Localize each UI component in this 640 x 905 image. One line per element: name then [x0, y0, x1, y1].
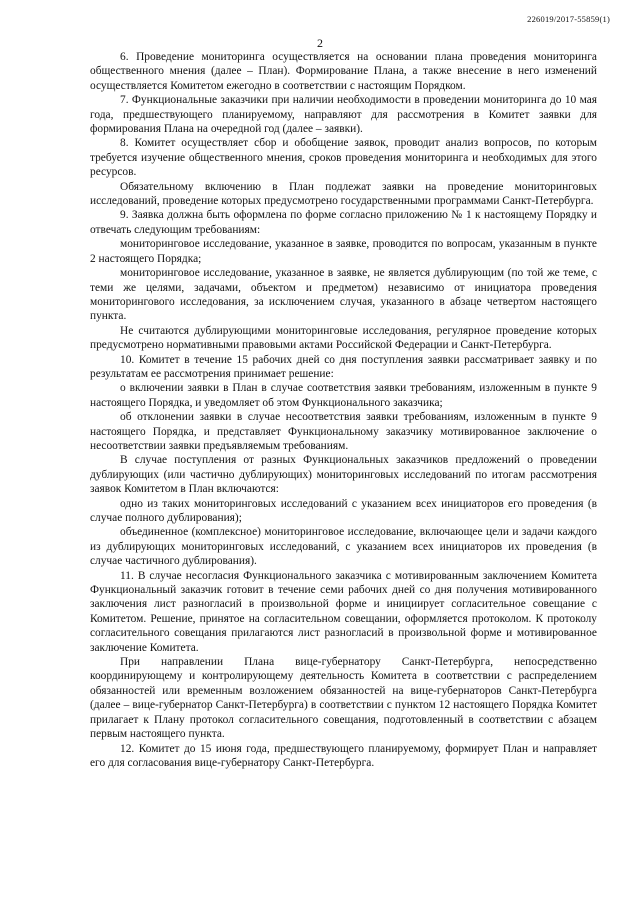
document-body	[90, 50, 597, 770]
paragraph-item-10: 10. Комитет в течение 15 рабочих дней со дня поступления заявки рассматривает заявку и по результатам ее рассмотрения принимает решение:	[90, 353, 597, 380]
paragraph-item-11: 11. В случае несогласия Функционального заказчика с мотивированным заключением Комитета Функциональный заказчик готовит в течение семи рабочих дней со дня получения мотивированного заключения лист разногласий в произвольной форме и инициирует согласительное совещание с Комитетом. Решение, принятое на согласительном совещании, оформляется протоколом. К протоколу согласительного совещания прилагаются лист разногласий в произвольной форме и мотивированное заключение Комитета.	[90, 569, 597, 654]
paragraph-item-7: 7. Функциональные заказчики при наличии необходимости в проведении мониторинга до 10 мая года, предшествующего планируемому, направляют для рассмотрения в Комитет заявки для формирования Плана на очередной год (далее – заявки).	[90, 94, 597, 136]
paragraph-partial-duplication: объединенное (комплексное) мониторинговое исследование, включающее цели и задачи каждого из дублирующих мониторинговых исследований, с указанием всех инициаторов их проведения (в случае частичного дублирования).	[90, 526, 597, 568]
paragraph-requirement-topics: мониторинговое исследование, указанное в заявке, проводится по вопросам, указанным в пункте 2 настоящего Порядка;	[90, 238, 597, 265]
paragraph-mandatory-inclusion: Обязательному включению в План подлежат заявки на проведение мониторинговых исследований, проведение которых предусмотрено государственными программами Санкт-Петербурга.	[90, 180, 597, 208]
paragraph-decision-include: о включении заявки в План в случае соответствия заявки требованиям, изложенным в пункте 9 настоящего Порядка, и уведомляет об этом Функционального заказчика;	[90, 382, 597, 409]
paragraph-item-9: 9. Заявка должна быть оформлена по форме согласно приложению № 1 к настоящему Порядку и отвечать следующим требованиям:	[90, 209, 597, 236]
page-number: 2	[317, 36, 323, 50]
paragraph-item-8: 8. Комитет осуществляет сбор и обобщение заявок, проводит анализ вопросов, по которым требуется изучение общественного мнения, сроков проведения мониторинга и необходимых для этого ресурсов.	[90, 137, 597, 179]
paragraph-duplicate-proposals: В случае поступления от разных Функциональных заказчиков предложений о проведении дублирующих (или частично дублирующих) мониторинговых исследований по итогам рассмотрения заявок Комитетом в План включаются:	[90, 454, 597, 496]
paragraph-plan-submission: При направлении Плана вице-губернатору Санкт-Петербурга, непосредственно координирующему и контролирующему деятельность Комитета в соответствии с распределением обязанностей или временным возложением обязанностей на вице-губернаторов Санкт-Петербурга (далее – вице-губернатор Санкт-Петербурга) в соответствии с пунктом 12 настоящего Порядка Комитет прилагает к Плану протокол согласительного совещания, подготовленный в соответствии с абзацем первым настоящего пункта.	[90, 656, 597, 741]
paragraph-decision-reject: об отклонении заявки в случае несоответствия заявки требованиям, изложенным в пункте 9 настоящего Порядка, и представляет Функциональному заказчику мотивированное заключение о несоответствии заявки предъявляемым требованиям.	[90, 411, 597, 452]
paragraph-item-6: 6. Проведение мониторинга осуществляется на основании плана проведения мониторинга общественного мнения (далее – План). Формирование Плана, а также внесение в него изменений осуществляется Комитетом ежегодно в соответствии с настоящим Порядком.	[90, 51, 597, 92]
paragraph-regular-studies: Не считаются дублирующими мониторинговые исследования, регулярное проведение которых предусмотрено нормативными правовыми актами Российской Федерации и Санкт-Петербурга.	[90, 324, 597, 352]
document-registration-number: 226019/2017-55859(1)	[527, 14, 610, 24]
paragraph-item-12: 12. Комитет до 15 июня года, предшествующего планируемому, формирует План и направляет его для согласования вице-губернатору Санкт-Петербурга.	[90, 742, 597, 769]
paragraph-full-duplication: одно из таких мониторинговых исследований с указанием всех инициаторов его проведения (в случае полного дублирования);	[90, 497, 597, 524]
paragraph-requirement-not-duplicate: мониторинговое исследование, указанное в заявке, не является дублирующим (по той же теме, с теми же целями, задачами, объектом и предметом) независимо от инициатора проведения мониторингового исследования, за исключением случая, указанного в абзаце четвертом настоящего пункта.	[90, 267, 597, 323]
